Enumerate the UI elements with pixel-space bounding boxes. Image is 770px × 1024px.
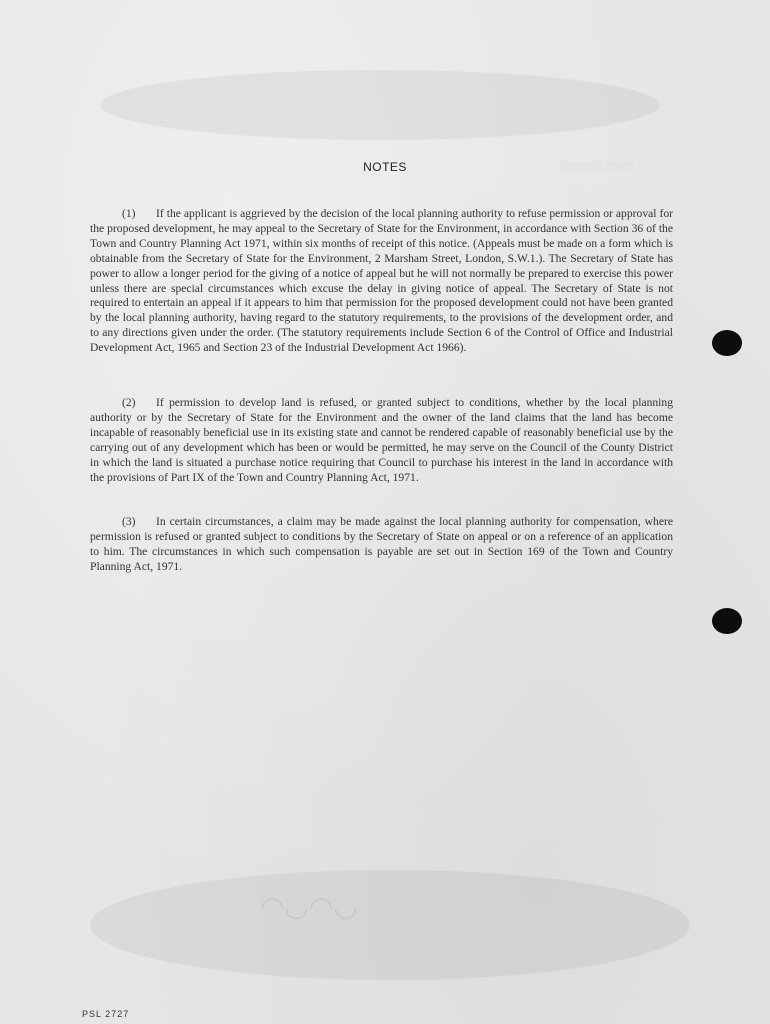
note-number-1: (1) [122,207,136,220]
note-paragraph-3 [90,515,673,575]
show-through-text: ◠◡◠◡ [260,892,358,923]
punch-hole [712,330,742,356]
note-number-2: (2) [122,396,136,409]
note-text-2: If permission to develop land is refused, or granted subject to conditions, whether by the local planning authority or by the Secretary of State for the Environment and the owner of the land claims that the land has become incapable of reasonably beneficial use in its existing state and cannot be rendered capable of reasonably beneficial use by the carrying out of any development which has been or would be permitted, he may serve on the Council of the County District in which the land is situated a purchase notice requiring that Council to purchase his interest in the land in accordance with the provisions of Part IX of the Town and Country Planning Act, 1971. [90,396,673,484]
note-paragraph-2 [90,396,673,485]
show-through-text: ▒▒▒▒▒▒ ▒▒▒▒ [560,162,634,173]
form-reference: PSL 2727 [82,1009,130,1019]
notes-heading: NOTES [363,160,407,174]
note-text-3: In certain circumstances, a claim may be made against the local planning authority for compensation, where permission is refused or granted subject to conditions by the Secretary of State on appeal or on a reference of an application to him. The circumstances in which such compensation is payable are set out in Section 169 of the Town and Country Planning Act, 1971. [90,515,673,573]
paper-smudge [100,70,660,140]
punch-hole [712,608,742,634]
paper-smudge [90,870,690,980]
note-paragraph-1 [90,207,673,356]
note-number-3: (3) [122,515,136,528]
note-text-1: If the applicant is aggrieved by the decision of the local planning authority to refuse permission or approval for the proposed development, he may appeal to the Secretary of State for the Environment, in accordance with Section 36 of the Town and Country Planning Act 1971, within six months of receipt of this notice. (Appeals must be made on a form which is obtainable from the Secretary of State for the Environment, 2 Marsham Street, London, S.W.1.). The Secretary of State has power to allow a longer period for the giving of a notice of appeal but he will not normally be prepared to exercise this power unless there are special circumstances which excuse the delay in giving notice of appeal. The Secretary of State is not required to entertain an appeal if it appears to him that permission for the proposed development could not have been granted by the local planning authority, having regard to the statutory requirements, to the provisions of the development order, and to any directions given under the order. (The statutory requirements include Section 6 of the Control of Office and Industrial Development Act, 1965 and Section 23 of the Industrial Development Act 1966). [90,207,673,355]
